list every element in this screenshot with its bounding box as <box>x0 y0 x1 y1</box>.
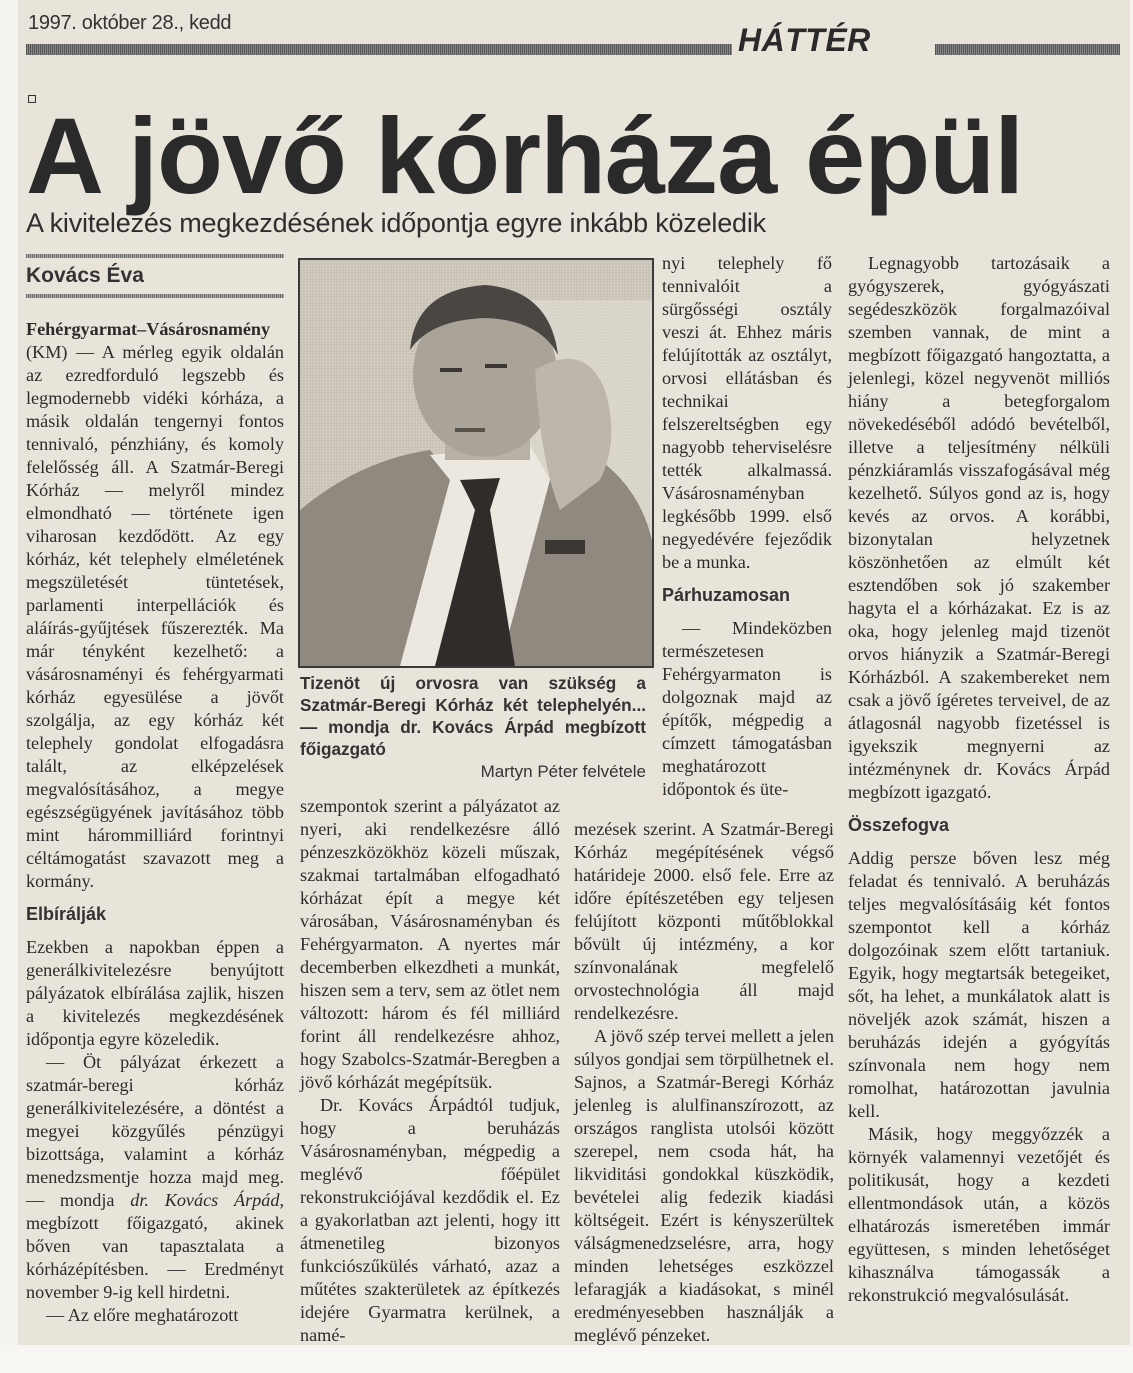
lead-paragraph <box>26 318 284 893</box>
paragraph: Addig persze bőven lesz még feladat és tennivaló. A beruházás teljes megvalósításáig két fontos szempontot kell a kórház dolgozóinak szem előtt tartaniuk. Egyik, hogy megtartsák betegeiket, sőt, ha lehet, a munkálatok alatt is növeljék azok számát, hiszen a beruházás idején a gyógyítás színvonala nem hogy nem romolhat, határozottan javulnia kell. <box>848 848 1110 1121</box>
paragraph: Dr. Kovács Árpádtól tudjuk, hogy a beruházás Vásárosnaményban, mégpedig a meglévő főépület rekonstrukciójával kezdődik el. Ez a gyakorlatban azt jelenti, hogy itt átmenetileg bizonyos funkciószűkülés várható, azaz a műtétes szakterületek az építkezés idejére Gyarmatra kerülnek, a namé- <box>300 1095 560 1345</box>
portrait-photo <box>298 258 654 668</box>
dateline: 1997. október 28., kedd <box>28 12 232 34</box>
headline: A jövő kórháza épül <box>26 95 1024 216</box>
page-margin <box>0 1345 1133 1373</box>
column-3-continued <box>574 818 834 1347</box>
paragraph: mezések szerint. A Szatmár-Beregi Kórház megépítésének végső határideje 2000. első fele. Erre az időre építészetében egy teljesen felújított központi műtőblokkal bővült új intézmény, a kor színvonalának megfelelő orvostechnológia áll majd rendelkezésre. <box>574 819 834 1023</box>
paragraph: Másik, hogy meggyőzzék a környék valamennyi vezetőjét és politikusát, hogy a kezdeti ellentmondások után, a közös elhatározás ismeretében immár együttesen, s minden lehetőséget kihasználva támogassák a rekonstrukció megvalósulását. <box>848 1124 1110 1305</box>
subtitle-elbiraljak: Elbírálják <box>26 904 107 924</box>
lead-dateline: Fehérgyarmat–Vásárosnamény <box>26 319 271 339</box>
header-rule-right <box>935 44 1120 55</box>
column-4 <box>848 252 1110 1307</box>
person-name: dr. Kovács Árpád <box>130 1190 280 1210</box>
column-2 <box>300 795 560 1347</box>
paragraph: nyi telephely fő tennivalóit a sürgősségi osztály veszi át. Ehhez máris felújították az osztályt, orvosi ellátásban és technikai felszereltségben egy nagyobb teherviselésre tették alkalmassá. Vásárosnaményban legkésőbb 1999. első negyedévére fejeződik be a munka. <box>662 253 832 572</box>
paragraph <box>26 1051 284 1304</box>
photo-credit: Martyn Péter felvétele <box>480 762 646 781</box>
paragraph: A jövő szép tervei mellett a jelen súlyos gondjai sem törpülhetnek el. Sajnos, a Szatmár-Beregi Kórház jelenleg is alulfinanszírozott, az országos ranglista utolsói között szerepel, nem csoda hát, ha likviditási gondokkal küszködik, bevételei alig fedezik kiadási költségeit. Ezért is kényszerültek válságmenedzselésre, arra, hogy minden lehetséges eszközzel lefaragják a kiadásokat, s minél eredményesebben használják a meglévő pénzeket. <box>574 1026 834 1345</box>
header-rule <box>26 44 732 55</box>
byline: Kovács Éva <box>26 264 144 287</box>
paragraph: — Az előre meghatározott <box>46 1305 239 1325</box>
column-1 <box>26 318 284 1327</box>
byline-box <box>26 254 284 298</box>
photo-caption: Tizenöt új orvosra van szükség a Szatmár-Beregi Kórház két telephelyén... — mondja dr. Kovács Árpád megbízott főigazgató <box>300 673 646 759</box>
byline-rule-bottom <box>26 294 284 298</box>
subtitle-osszefogva: Összefogva <box>848 815 950 835</box>
column-3 <box>662 252 832 801</box>
portrait-illustration <box>300 260 652 666</box>
subtitle-parhuzamosan: Párhuzamosan <box>662 585 791 605</box>
paragraph: Ezekben a napokban éppen a generálkivitelezésre benyújtott pályázatok elbírálása zajlik, hiszen a kivitelezés megkezdésének időpontja egyre közeledik. <box>26 937 284 1049</box>
paragraph: — Mindeközben természetesen Fehérgyarmaton is dolgoznak majd az építők, mégpedig a címzett támogatásban meghatározott időpontok és üte- <box>662 618 832 799</box>
paragraph: szempontok szerint a pályázatot az nyeri, aki rendelkezésre álló pénzeszközökhöz közeli műszak, szakmai tartalmában elfogadható kórházat épít a megye két városában, Vásárosnaményban és Fehérgyarmaton. A nyertes már decemberben elkezdheti a munkát, hiszen sem a terv, sem az ötlet nem változott: három és fél milliárd forint áll rendelkezésre ahhoz, hogy Szabolcs-Szatmár-Beregben a jövő kórházát megépítsük. <box>300 796 560 1092</box>
quote-text: — Öt pályázat érkezett a szatmár-beregi kórház generálkivitelezésére, a döntést a megyei közgyűlés pénzügyi bizottsága, valamint a kórház menedzsmentje hozza majd meg. — mondja <box>26 1052 284 1210</box>
paragraph: Legnagyobb tartozásaik a gyógyszerek, gyógyászati segédeszközök forgalmazóival szemben vannak, de mint a megbízott főigazgató hangoztatta, a jelenlegi, közel negyvenöt milliós hiány a betegforgalom növekedéséből adódó bevételből, illetve a teljesítmény nélküli pénzkiáramlás visszafogásával még kezelhető. Súlyos gond az is, hogy kevés az orvos. A korábbi, bizonytalan helyzetnek köszönhetően az elmúlt két esztendőben sok jó szakember hagyta el a kórházakat. Ez is az oka, hogy jelenleg majd tizenöt orvos hiányzik a Szatmár-Beregi Kórházból. A szakembereket nem csak a jövő ígéretes terveivel, de az átlagosnál nagyobb fizetéssel is igyekszik megnyerni az intézménynek dr. Kovács Árpád megbízott igazgató. <box>848 253 1110 802</box>
lead-text: (KM) — A mérleg egyik oldalán az ezredforduló legszebb és legmodernebb vidéki kórháza, a másik oldalán tengernyi fontos tennivaló, pénzhiány, és komoly felelősség áll. A Szatmár-Beregi Kórház — melyről mindez elmondható — története igen viharosan kezdődött. Az egy kórház, két telephely elméletének megszületését tüntetések, parlamenti interpellációk és aláírás-gyűjtések fűszerezték. Ma már tényként kezelhető: a vásárosnaményi és fehérgyarmati kórház egyesülése a jövőt szolgálja, az egy kórház két telephely gondolat elfogadásra talált, az elképzelések megvalósításához, a megye egészségügyének javításához több mint hárommilliárd forintnyi céltámogatást szavazott meg a kormány. <box>26 342 284 891</box>
quote-text-continued: , megbízott főigazgató, akinek bőven van tapasztalata a kórházépítésben. — Eredményt november 9-ig kell hirdetni. <box>26 1190 285 1302</box>
subheadline: A kivitelezés megkezdésének időpontja egyre inkább közeledik <box>26 208 766 238</box>
section-label: HÁTTÉR <box>738 22 871 58</box>
